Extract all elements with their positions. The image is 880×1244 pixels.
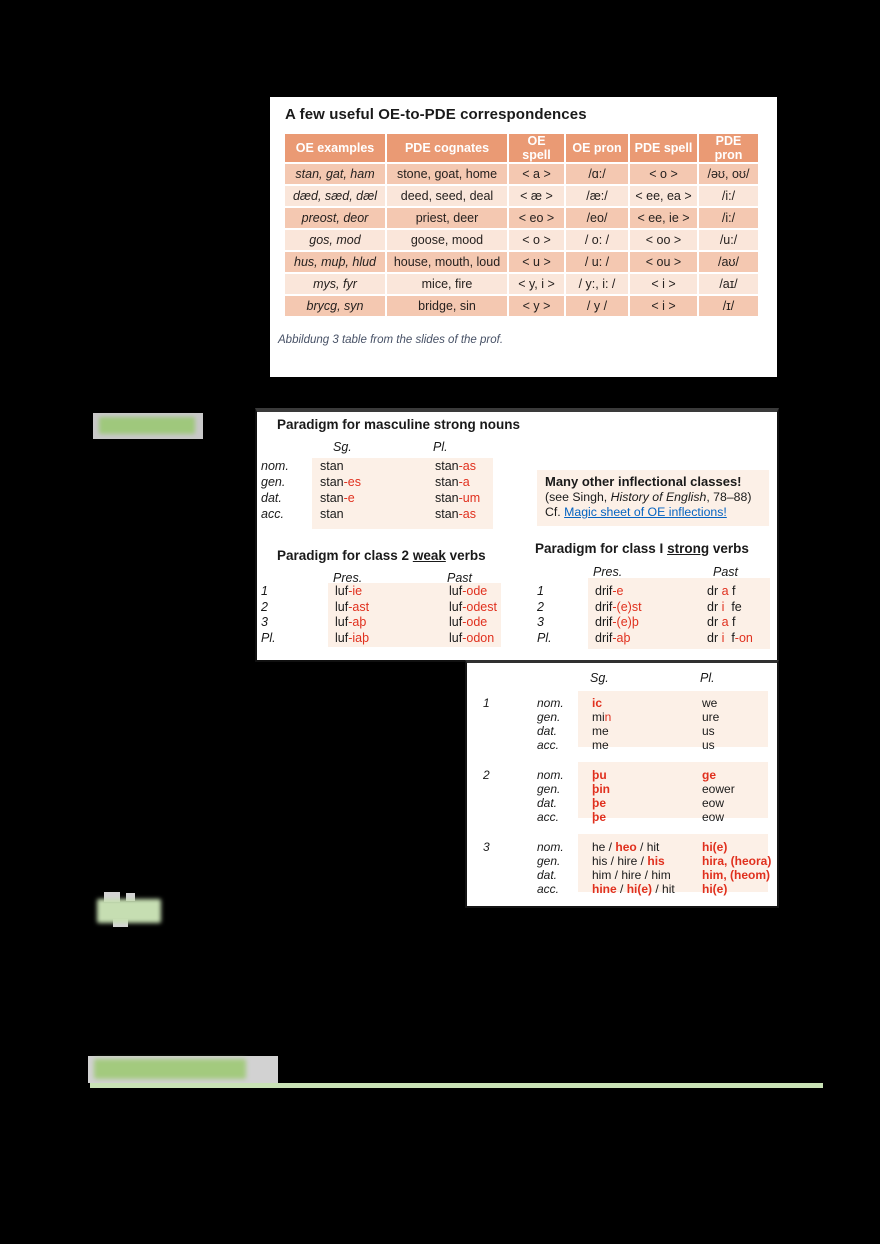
paradigm-row <box>537 584 753 600</box>
person-label: 3 <box>483 840 490 854</box>
col-oe-examples: OE examples <box>285 134 385 162</box>
form-past: dr a f <box>707 615 736 629</box>
case-label: gen. <box>537 710 561 724</box>
paradigm-row <box>537 631 753 647</box>
figure-caption: Abbildung 3 table from the slides of the prof. <box>278 334 504 346</box>
person-label: 1 <box>483 696 490 710</box>
cell: < i > <box>630 274 697 294</box>
case-label: dat. <box>537 724 558 738</box>
col-pde-pron: PDE pron <box>699 134 758 162</box>
paradigm-row <box>261 507 480 523</box>
form-past: luf-odest <box>449 599 497 614</box>
form-sg: me <box>592 738 609 752</box>
col-header-pl: Pl. <box>700 671 715 685</box>
info-link-line <box>545 505 761 520</box>
cell: goose, mood <box>387 230 507 250</box>
cell: mice, fire <box>387 274 507 294</box>
form-sg: stan <box>320 507 344 521</box>
cell: < oo > <box>630 230 697 250</box>
form-past: dr a f <box>707 584 736 598</box>
paradigm-row <box>483 768 735 782</box>
cell: /æ:/ <box>566 186 628 206</box>
form-sg: þe <box>592 796 607 810</box>
info-reference <box>545 490 761 505</box>
cell: /i:/ <box>699 186 758 206</box>
form-sg: his / hire / his <box>592 854 665 868</box>
form-pl: hi(e) <box>702 840 728 854</box>
table-row <box>285 230 758 250</box>
form-pl: stan-a <box>435 475 470 489</box>
person-label: 2 <box>261 599 268 614</box>
cell: < ee, ea > <box>630 186 697 206</box>
form-sg: ic <box>592 696 603 710</box>
cell: / o: / <box>566 230 628 250</box>
paradigm-row <box>261 459 480 475</box>
cell: house, mouth, loud <box>387 252 507 272</box>
case-label: gen. <box>261 475 286 489</box>
cell: brycg, syn <box>285 296 385 316</box>
redacted-section-heading-text <box>94 1059 246 1079</box>
person-label: 1 <box>261 584 268 598</box>
title-text: verbs <box>709 541 749 556</box>
title-underlined: weak <box>412 548 446 563</box>
paradigm-row <box>483 696 719 710</box>
form-past: luf-odon <box>449 630 495 645</box>
cell: < o > <box>509 230 564 250</box>
case-label: dat. <box>537 796 558 810</box>
table-header-row <box>285 134 758 162</box>
form-sg: he / heo / hit <box>592 840 660 854</box>
person-label: 2 <box>537 599 544 614</box>
form-past: dr i fe <box>707 599 742 614</box>
table-row <box>285 252 758 272</box>
cell: < i > <box>630 296 697 316</box>
form-sg: þu <box>592 768 607 782</box>
table-row <box>285 274 758 294</box>
weak-verb-table <box>261 584 497 646</box>
cell: < u > <box>509 252 564 272</box>
noun-paradigm-table <box>261 459 480 523</box>
col-oe-pron: OE pron <box>566 134 628 162</box>
form-pres: luf-aþ <box>335 615 367 629</box>
slide1-title: A few useful OE-to-PDE correspondences <box>285 106 587 123</box>
form-pl: stan-as <box>435 507 477 521</box>
case-label: gen. <box>537 854 561 868</box>
form-past: luf-ode <box>449 615 488 629</box>
col-header-sg: Sg. <box>333 440 352 454</box>
form-past: luf-ode <box>449 584 488 598</box>
paradigm-row <box>483 710 719 724</box>
table-row <box>285 296 758 316</box>
form-pres: drif-(e)þ <box>595 615 639 629</box>
paradigm-row <box>483 854 771 868</box>
cell: < y, i > <box>509 274 564 294</box>
form-sg: stan-e <box>320 491 355 505</box>
case-label: acc. <box>537 738 560 752</box>
strong-verb-table <box>537 584 753 646</box>
paradigm-row <box>261 491 480 507</box>
cell: /ɑ:/ <box>566 164 628 184</box>
table-row <box>285 186 758 206</box>
person-label: Pl. <box>537 630 552 645</box>
case-label: nom. <box>261 459 289 473</box>
paradigm-row <box>261 631 497 647</box>
form-pres: luf-iaþ <box>335 630 370 645</box>
paradigm-row <box>261 475 480 491</box>
case-label: nom. <box>537 696 564 710</box>
cell: stone, goat, home <box>387 164 507 184</box>
form-pl: stan-as <box>435 459 477 473</box>
form-sg: stan-es <box>320 475 362 489</box>
title-text: Paradigm for class 2 <box>277 548 413 563</box>
redacted-heading-text <box>99 417 195 434</box>
pronoun-group-2 <box>483 768 735 824</box>
col-pde-spell: PDE spell <box>630 134 697 162</box>
strong-verbs-title <box>535 541 749 556</box>
cell: /u:/ <box>699 230 758 250</box>
person-label: 3 <box>261 615 268 629</box>
title-text: Paradigm for class I <box>535 541 668 556</box>
form-sg: þe <box>592 810 607 824</box>
paradigm-row <box>261 615 497 631</box>
cell: gos, mod <box>285 230 385 250</box>
col-header-past: Past <box>447 571 473 585</box>
col-header-pl: Pl. <box>433 440 448 454</box>
paradigm-row <box>261 584 497 600</box>
col-header-pres: Pres. <box>333 571 363 585</box>
cf-text: Cf. <box>545 505 565 519</box>
form-sg: stan <box>320 459 344 473</box>
paradigm-row <box>483 796 735 810</box>
section-divider-line <box>90 1083 823 1088</box>
paradigm-row <box>483 810 735 824</box>
col-header-pres: Pres. <box>593 565 623 579</box>
table-row <box>285 208 758 228</box>
pronoun-group-1 <box>483 696 719 752</box>
inflection-info-box <box>537 470 769 526</box>
form-pl: we <box>702 696 718 710</box>
cell: priest, deer <box>387 208 507 228</box>
col-pde-cognates: PDE cognates <box>387 134 507 162</box>
cell: /ɪ/ <box>699 296 758 316</box>
form-pl: hira, (heora) <box>702 854 772 868</box>
case-label: dat. <box>261 491 282 505</box>
form-pl: him, (heom) <box>702 868 770 882</box>
cell: preost, deor <box>285 208 385 228</box>
cell: hus, muþ, hlud <box>285 252 385 272</box>
form-pres: drif-(e)st <box>595 599 642 614</box>
cell: / y / <box>566 296 628 316</box>
form-pl: ure <box>702 710 720 724</box>
form-pl: eower <box>702 782 735 796</box>
cell: stan, gat, ham <box>285 164 385 184</box>
cell: /əʊ, oʊ/ <box>699 164 758 184</box>
form-sg: hine / hi(e) / hit <box>592 882 675 896</box>
paradigm-row <box>483 882 771 896</box>
form-pl: us <box>702 738 715 752</box>
cell: dæd, sæd, dæl <box>285 186 385 206</box>
person-label: Pl. <box>261 630 276 645</box>
form-pl: eow <box>702 810 725 824</box>
book-title: History of English <box>610 490 707 504</box>
form-pl: hi(e) <box>702 882 728 896</box>
col-header-sg: Sg. <box>590 671 609 685</box>
cell: mys, fyr <box>285 274 385 294</box>
case-label: acc. <box>261 507 284 521</box>
case-label: gen. <box>537 782 561 796</box>
form-pl: us <box>702 724 715 738</box>
form-pl: eow <box>702 796 725 810</box>
slide-oe-pde-correspondences <box>270 97 777 377</box>
magic-sheet-link[interactable]: Magic sheet of OE inflections! <box>564 505 727 519</box>
case-label: nom. <box>537 768 564 782</box>
reference-text: (see Singh, <box>545 490 611 504</box>
cell: < ou > <box>630 252 697 272</box>
paradigm-row <box>483 868 771 882</box>
slide-pronoun-paradigm <box>465 660 779 908</box>
paradigm-row <box>261 600 497 616</box>
case-label: acc. <box>537 882 560 896</box>
paradigm-row <box>483 738 719 752</box>
paradigm-row <box>537 615 753 631</box>
reference-pages: , 78–88) <box>706 490 752 504</box>
case-label: nom. <box>537 840 564 854</box>
person-label: 3 <box>537 615 544 629</box>
form-pl: stan-um <box>435 491 481 505</box>
form-pres: drif-aþ <box>595 630 631 645</box>
redacted-word-text <box>97 899 161 923</box>
form-sg: me <box>592 724 609 738</box>
cell: < o > <box>630 164 697 184</box>
cell: < eo > <box>509 208 564 228</box>
form-pres: luf-ie <box>335 584 363 598</box>
cell: < a > <box>509 164 564 184</box>
paradigm-row <box>483 782 735 796</box>
col-oe-spell: OE spell <box>509 134 564 162</box>
form-sg: min <box>592 710 612 724</box>
cell: /aʊ/ <box>699 252 758 272</box>
paradigm-row <box>537 600 753 616</box>
table-row <box>285 164 758 184</box>
cell: / u: / <box>566 252 628 272</box>
cell: /eo/ <box>566 208 628 228</box>
case-label: dat. <box>537 868 558 882</box>
cell: / y:, i: / <box>566 274 628 294</box>
person-label: 2 <box>483 768 490 782</box>
correspondence-table <box>283 132 760 318</box>
form-sg: þin <box>592 782 610 796</box>
cell: < æ > <box>509 186 564 206</box>
title-underlined: strong <box>667 541 710 556</box>
form-sg: him / hire / him <box>592 868 671 882</box>
form-past: dr i f-on <box>707 630 753 645</box>
cell: /i:/ <box>699 208 758 228</box>
col-header-past: Past <box>713 565 739 579</box>
cell: bridge, sin <box>387 296 507 316</box>
form-pl: ge <box>702 768 717 782</box>
info-heading: Many other inflectional classes! <box>545 474 742 489</box>
cell: < ee, ie > <box>630 208 697 228</box>
person-label: 1 <box>537 584 544 598</box>
noun-paradigm-title: Paradigm for masculine strong nouns <box>277 417 521 432</box>
pronoun-group-3 <box>483 840 771 896</box>
paradigm-row <box>483 840 771 854</box>
case-label: acc. <box>537 810 560 824</box>
form-pres: drif-e <box>595 584 624 598</box>
cell: < y > <box>509 296 564 316</box>
cell: /aɪ/ <box>699 274 758 294</box>
title-text: verbs <box>445 548 486 563</box>
weak-verbs-title <box>277 548 486 563</box>
form-pres: luf-ast <box>335 599 370 614</box>
cell: deed, seed, deal <box>387 186 507 206</box>
slide-paradigms <box>255 408 779 662</box>
paradigm-row <box>483 724 719 738</box>
